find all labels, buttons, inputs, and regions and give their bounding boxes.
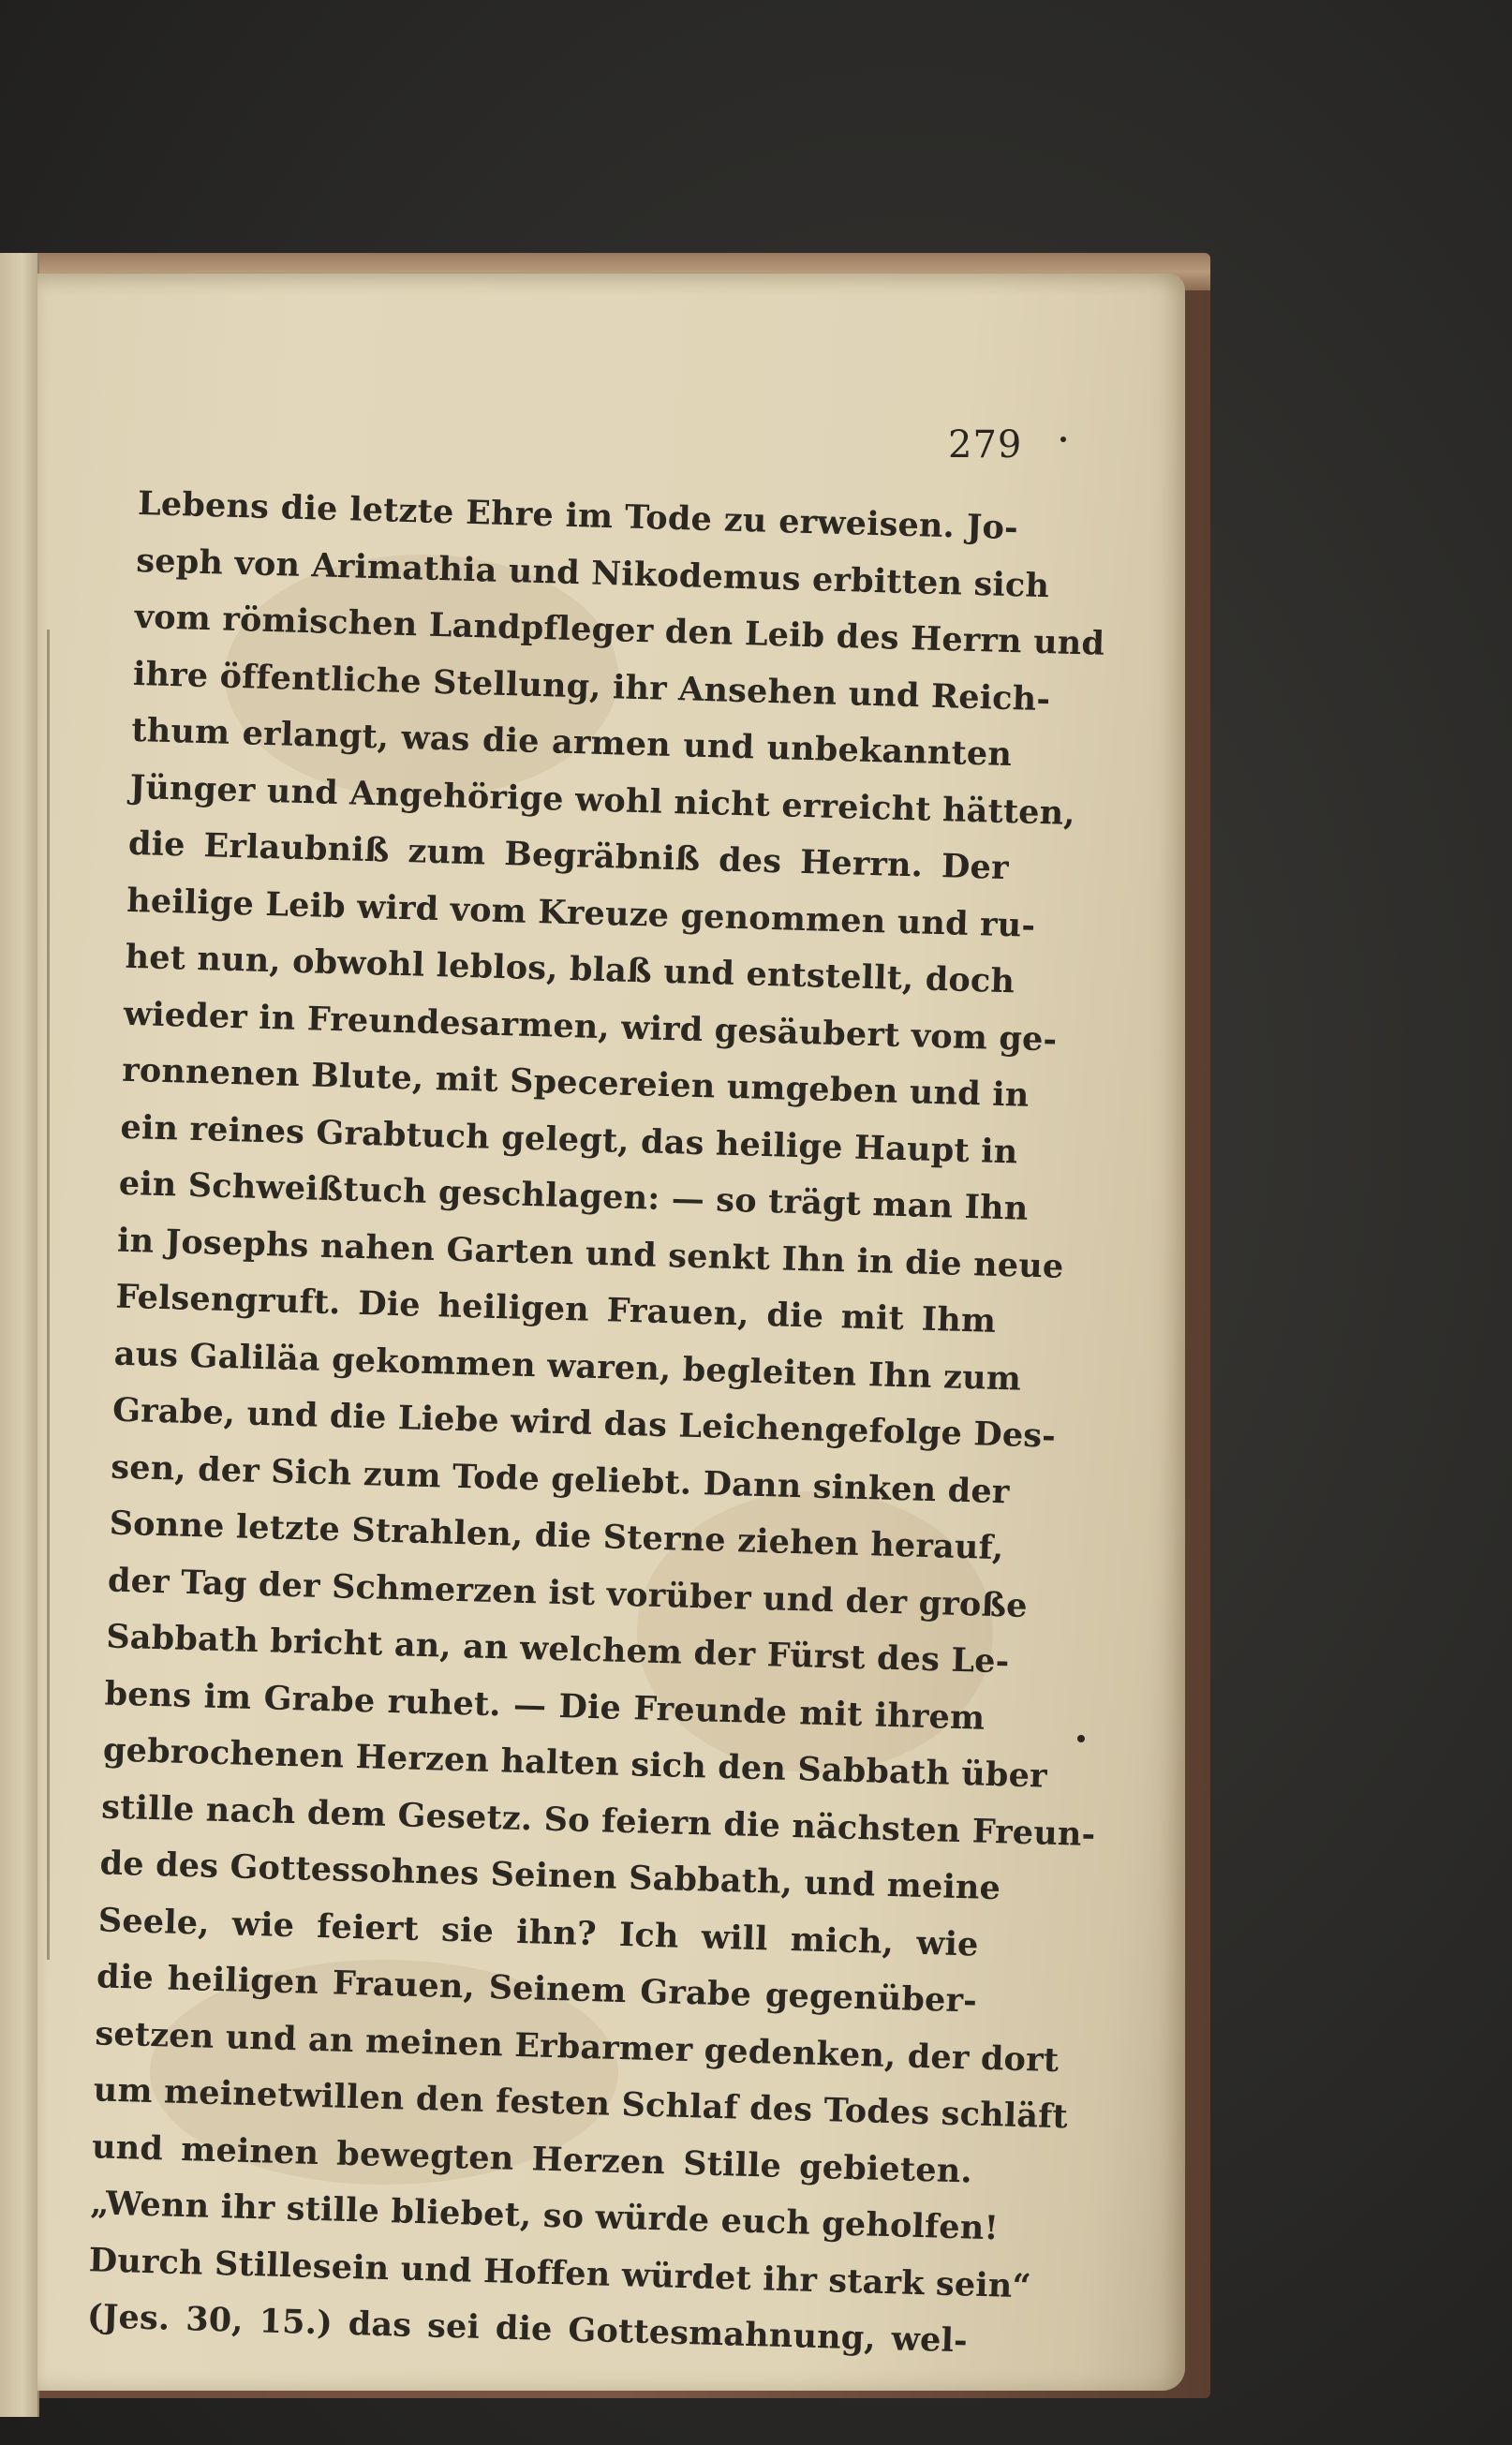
text-line: Sonne letzte Strahlen, die Sterne ziehen herauf,	[109, 1504, 1004, 1568]
text-line: Jünger und Angehörige wohl nicht erreicht hätten,	[129, 767, 1076, 833]
text-line: Seele, wie feiert sie ihn? Ich will mich, wie	[97, 1900, 980, 1964]
gutter-crease	[47, 630, 50, 1960]
text-line: ihre öffentliche Stellung, ihr Ansehen und Reich-	[132, 654, 1051, 719]
text-line: die Erlaubniß zum Begräbniß des Herrn. Der	[127, 823, 1010, 888]
text-line: aus Galiläa gekommen waren, begleiten Ihn zum	[113, 1334, 1022, 1399]
text-line: stille nach dem Gesetz. So feiern die nächsten Freun-	[100, 1786, 1096, 1854]
text-line: die heiligen Frauen, Seinem Grabe gegenüber-	[96, 1957, 978, 2021]
text-line: (Jes. 30, 15.) das sei die Gottesmahnung, wel-	[86, 2297, 969, 2361]
text-line: und meinen bewegten Herzen Stille gebieten.	[91, 2126, 973, 2191]
text-line: Lebens die letzte Ehre im Tode zu erweisen. Jo-	[137, 483, 1019, 548]
text-line: Felsengruft. Die heiligen Frauen, die mit Ihm	[114, 1277, 997, 1341]
text-line: setzen und an meinen Erbarmer gedenken, der dort	[94, 2013, 1060, 2080]
text-line: thum erlangt, was die armen und unbekannten	[130, 710, 1013, 775]
body-text	[86, 476, 1105, 2370]
text-line: in Josephs nahen Garten und senkt Ihn in die neue	[116, 1221, 1064, 1286]
text-line: wieder in Freundesarmen, wird gesäubert vom ge-	[123, 994, 1058, 1060]
text-line: ein Schweißtuch geschlagen: — so trägt man Ihn	[118, 1163, 1029, 1228]
text-line: heilige Leib wird vom Kreuze genommen und ru-	[126, 881, 1036, 945]
text-line: gebrochenen Herzen halten sich den Sabbath über	[102, 1730, 1048, 1796]
page-number: 279	[948, 423, 1023, 467]
text-line: de des Gottessohnes Seinen Sabbath, und meine	[99, 1844, 1001, 1908]
facing-page-edge	[0, 253, 39, 2417]
text-line: „Wenn ihr stille bliebet, so würde euch geholfen!	[89, 2184, 1000, 2248]
ink-speck	[1060, 437, 1066, 442]
text-line: sen, der Sich zum Tode geliebt. Dann sinken der	[110, 1447, 1011, 1511]
text-line: bens im Grabe ruhet. — Die Freunde mit ihrem	[104, 1674, 986, 1738]
text-line: um meinetwillen den festen Schlaf des Todes schläft	[93, 2070, 1069, 2137]
text-line: ein reines Grabtuch gelegt, das heilige Haupt in	[120, 1107, 1018, 1171]
ink-speck	[1077, 1735, 1085, 1742]
text-line: Sabbath bricht an, an welchem der Fürst des Le-	[105, 1617, 1011, 1682]
text-line: ronnenen Blute, mit Specereien umgeben und in	[121, 1050, 1030, 1115]
text-line: Durch Stillesein und Hoffen würdet ihr stark sein“	[88, 2240, 1032, 2305]
text-line: Grabe, und die Liebe wird das Leichengefolge Des-	[111, 1390, 1057, 1456]
text-line: het nun, obwohl leblos, blaß und entstellt, doch	[125, 937, 1015, 1001]
text-line: vom römischen Landpfleger den Leib des Herrn und	[134, 597, 1105, 663]
text-line: seph von Arimathia und Nikodemus erbitten sich	[135, 541, 1050, 605]
text-line: der Tag der Schmerzen ist vorüber und der große	[107, 1561, 1029, 1625]
